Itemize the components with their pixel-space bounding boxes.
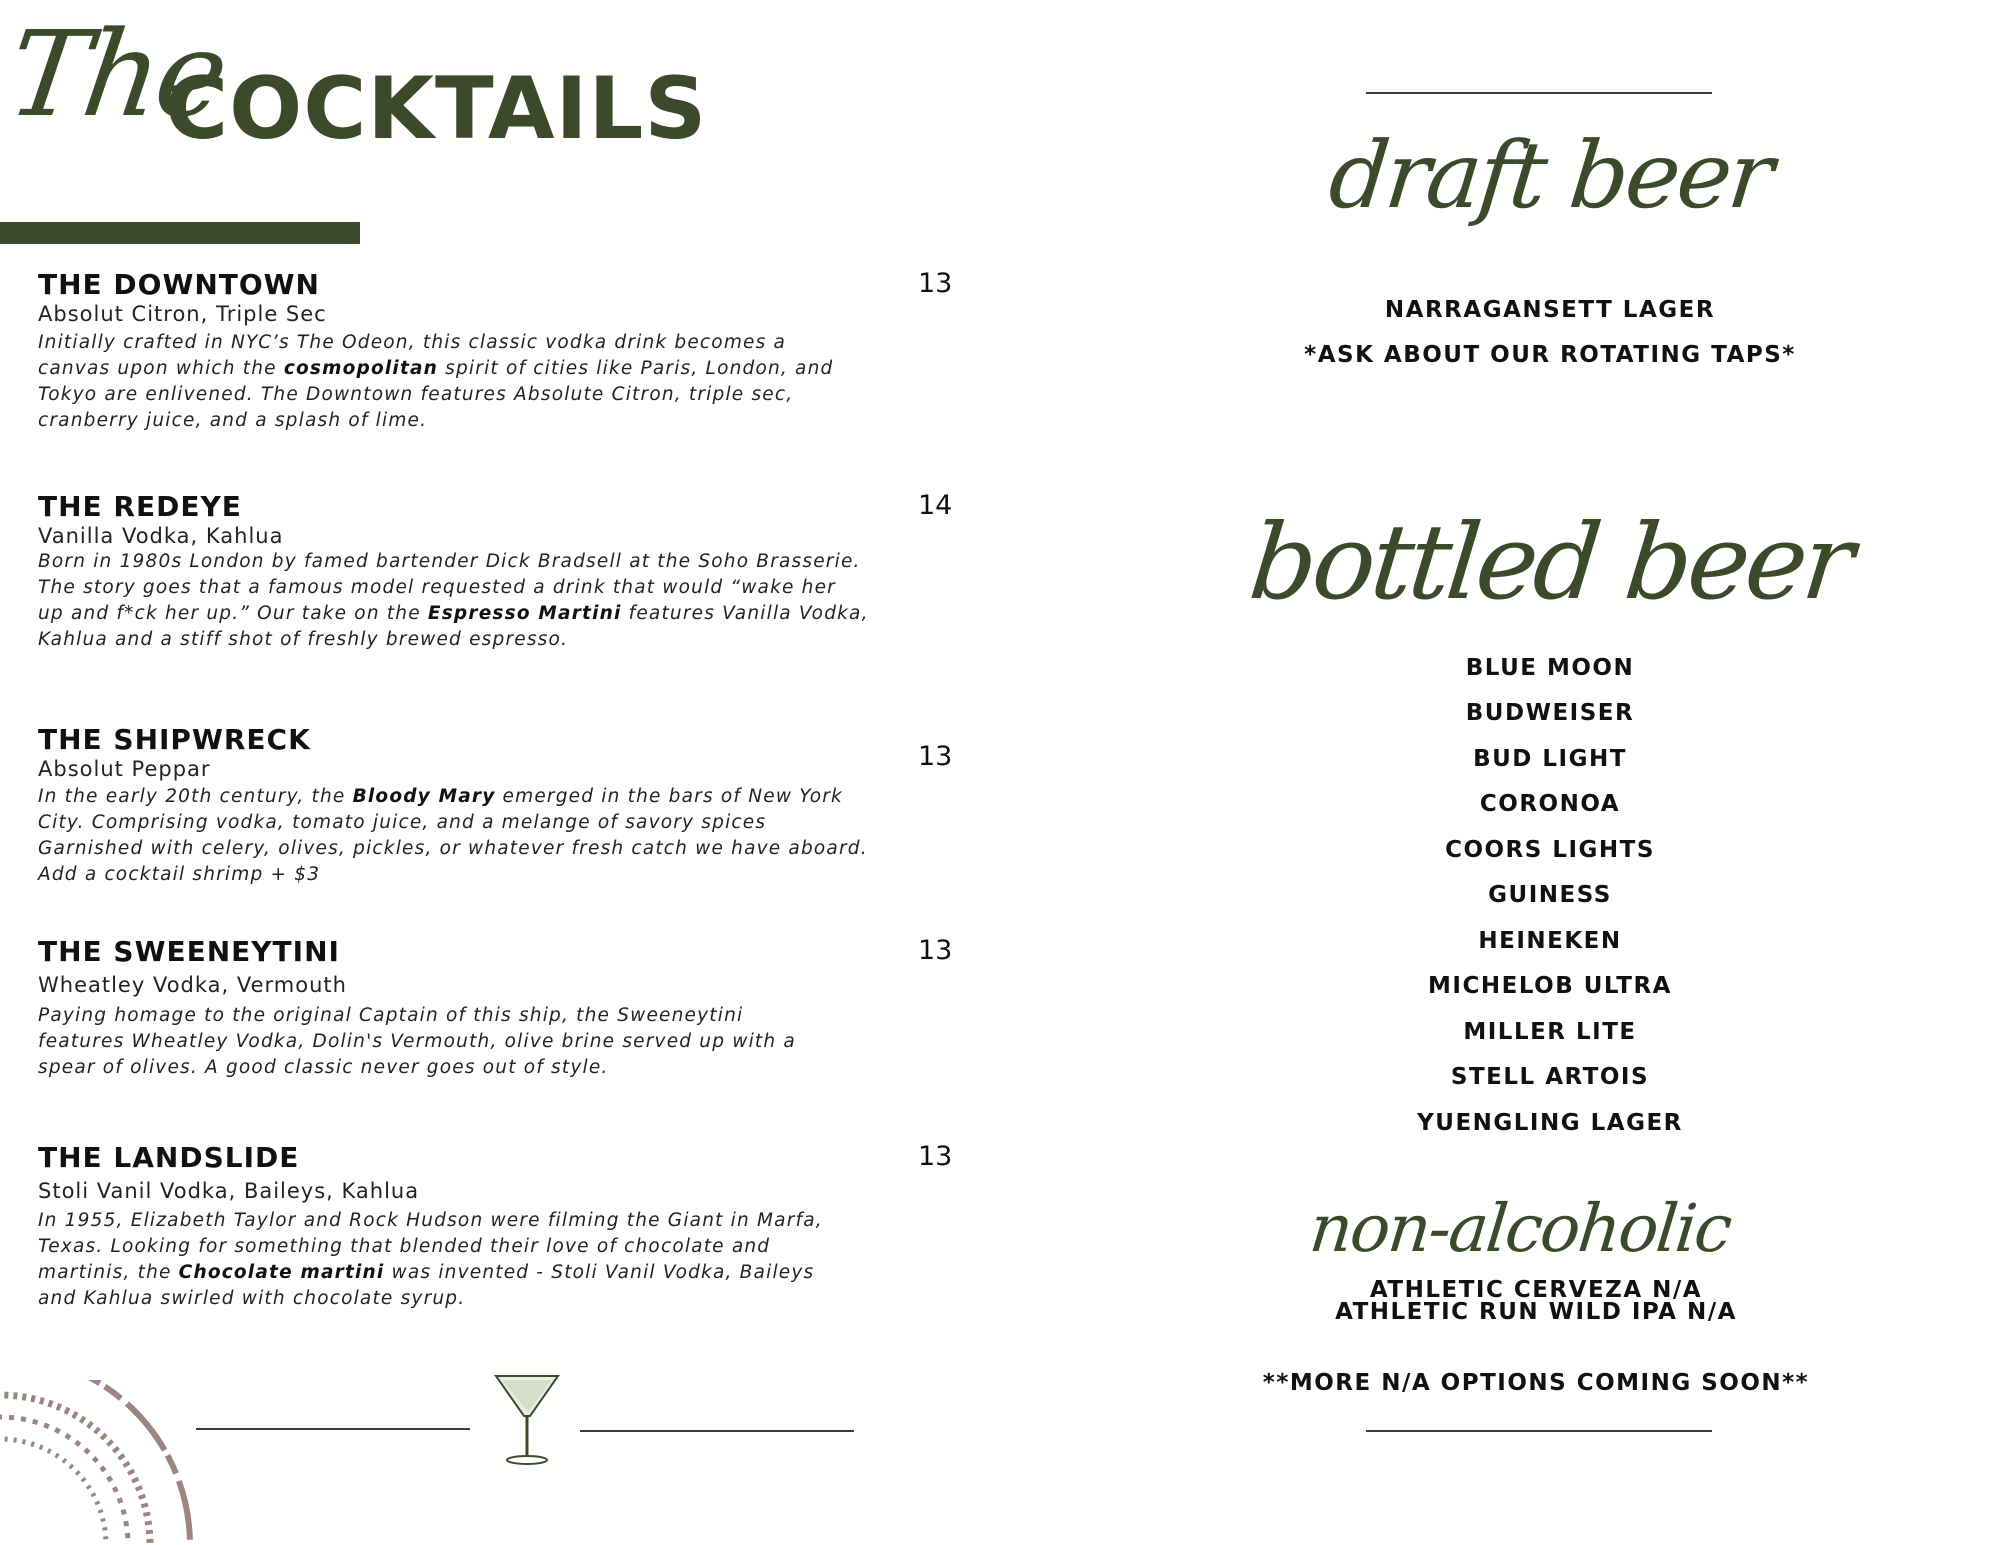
bottled-beer-item: BUDWEISER bbox=[1465, 700, 1635, 726]
footer-rule-right bbox=[580, 1430, 854, 1432]
description-line: and Kahlua swirled with chocolate syrup. bbox=[38, 1288, 466, 1309]
cocktail-name: THE SWEENEYTINI bbox=[38, 935, 340, 968]
bottled-beer-item: MILLER LITE bbox=[1463, 1019, 1637, 1045]
bottled-beer-item: HEINEKEN bbox=[1478, 928, 1622, 954]
description-text: spirit of cities like Paris, London, and bbox=[438, 358, 834, 379]
non-alcoholic-item: ATHLETIC CERVEZA N/A bbox=[1369, 1277, 1703, 1303]
cocktail-spirits: Vanilla Vodka, Kahlua bbox=[38, 524, 284, 548]
cocktail-price: 13 bbox=[918, 1141, 953, 1172]
bottled-beer-item: CORONOA bbox=[1479, 791, 1621, 817]
non-alcoholic-heading: non-alcoholic bbox=[1306, 1190, 1734, 1267]
cocktail-price: 14 bbox=[918, 490, 953, 521]
cocktail-spirits: Wheatley Vodka, Vermouth bbox=[38, 973, 347, 997]
description-line bbox=[38, 356, 938, 382]
description-bold: Espresso Martini bbox=[427, 603, 622, 624]
description-text: emerged in the bars of New York bbox=[495, 786, 843, 807]
bottled-beer-item: BUD LIGHT bbox=[1473, 746, 1627, 772]
description-bold: Bloody Mary bbox=[352, 786, 496, 807]
cocktail-item bbox=[38, 268, 958, 438]
draft-beer-item: NARRAGANSETT LAGER bbox=[1384, 297, 1716, 323]
cocktail-name: THE REDEYE bbox=[38, 490, 242, 523]
right-top-rule bbox=[1366, 92, 1712, 94]
bottled-beer-item: COORS LIGHTS bbox=[1445, 837, 1655, 863]
description-line: City. Comprising vodka, tomato juice, and a melange of savory spices bbox=[38, 812, 767, 833]
title-script-word: The bbox=[0, 5, 233, 143]
cocktail-description bbox=[38, 549, 938, 653]
bottled-beer-item: GUINESS bbox=[1488, 882, 1612, 908]
description-line: In 1955, Elizabeth Taylor and Rock Hudson were filming the Giant in Marfa, bbox=[38, 1210, 823, 1231]
draft-beer-heading: draft beer bbox=[1324, 122, 1776, 229]
cocktail-item bbox=[38, 935, 958, 1085]
cocktail-name: THE DOWNTOWN bbox=[38, 268, 320, 301]
cocktail-price: 13 bbox=[918, 741, 953, 772]
page-title: COCKTAILS bbox=[165, 59, 708, 159]
bottled-beer-item: STELL ARTOIS bbox=[1450, 1064, 1650, 1090]
seal-stamp bbox=[0, 1380, 200, 1545]
description-text: was invented - Stoli Vanil Vodka, Baileys bbox=[384, 1262, 815, 1283]
right-bottom-rule bbox=[1366, 1430, 1712, 1432]
description-line: Texas. Looking for something that blended their love of chocolate and bbox=[38, 1236, 771, 1257]
cocktail-item bbox=[38, 723, 958, 893]
description-text: canvas upon which the bbox=[38, 358, 284, 379]
cocktail-description bbox=[38, 784, 938, 888]
description-line: spear of olives. A good classic never goes out of style. bbox=[38, 1057, 609, 1078]
bottled-beer-item: BLUE MOON bbox=[1465, 655, 1635, 681]
cocktail-price: 13 bbox=[918, 935, 953, 966]
description-text: In the early 20th century, the bbox=[38, 786, 353, 807]
description-bold: Chocolate martini bbox=[178, 1262, 385, 1283]
description-line: Tokyo are enlivened. The Downtown features Absolute Citron, triple sec, bbox=[38, 384, 794, 405]
description-line bbox=[38, 1260, 938, 1286]
cocktail-item bbox=[38, 1141, 958, 1311]
description-line: Add a cocktail shrimp + $3 bbox=[38, 864, 321, 885]
description-line: cranberry juice, and a splash of lime. bbox=[38, 410, 428, 431]
description-line: Born in 1980s London by famed bartender Dick Bradsell at the Soho Brasserie. bbox=[38, 551, 861, 572]
title-underline-bar bbox=[0, 222, 360, 244]
draft-beer-note: *ASK ABOUT OUR ROTATING TAPS* bbox=[1304, 342, 1796, 368]
non-alcoholic-item: ATHLETIC RUN WILD IPA N/A bbox=[1335, 1299, 1737, 1325]
description-bold: cosmopolitan bbox=[283, 358, 439, 379]
description-text: features Vanilla Vodka, bbox=[621, 603, 869, 624]
description-line bbox=[38, 784, 938, 810]
cocktail-description bbox=[38, 1208, 938, 1312]
cocktail-spirits: Stoli Vanil Vodka, Baileys, Kahlua bbox=[38, 1179, 420, 1203]
description-text: up and f*ck her up.” Our take on the bbox=[38, 603, 428, 624]
martini-glass-icon bbox=[492, 1372, 562, 1468]
cocktail-item bbox=[38, 490, 958, 660]
description-line bbox=[38, 601, 938, 627]
cocktail-description bbox=[38, 330, 938, 434]
description-line: features Wheatley Vodka, Dolin's Vermouth, olive brine served up with a bbox=[38, 1031, 796, 1052]
cocktail-spirits: Absolut Peppar bbox=[38, 757, 211, 781]
cocktail-description bbox=[38, 1003, 938, 1081]
footer-rule-left bbox=[196, 1428, 470, 1430]
bottled-beer-heading: bottled beer bbox=[1244, 501, 1856, 623]
bottled-beer-item: YUENGLING LAGER bbox=[1417, 1110, 1683, 1136]
cocktail-name: THE LANDSLIDE bbox=[38, 1141, 300, 1174]
description-line: The story goes that a famous model requested a drink that would “wake her bbox=[38, 577, 836, 598]
description-line: Kahlua and a stiff shot of freshly brewed espresso. bbox=[38, 629, 569, 650]
description-text: martinis, the bbox=[38, 1262, 179, 1283]
cocktail-spirits: Absolut Citron, Triple Sec bbox=[38, 302, 327, 326]
cocktail-name: THE SHIPWRECK bbox=[38, 723, 311, 756]
description-line: Paying homage to the original Captain of this ship, the Sweeneytini bbox=[38, 1005, 744, 1026]
bottled-beer-item: MICHELOB ULTRA bbox=[1428, 973, 1672, 999]
non-alcoholic-note: **MORE N/A OPTIONS COMING SOON** bbox=[1262, 1370, 1810, 1396]
cocktail-price: 13 bbox=[918, 268, 953, 299]
description-line: Initially crafted in NYC’s The Odeon, this classic vodka drink becomes a bbox=[38, 332, 787, 353]
description-line: Garnished with celery, olives, pickles, or whatever fresh catch we have aboard. bbox=[38, 838, 868, 859]
